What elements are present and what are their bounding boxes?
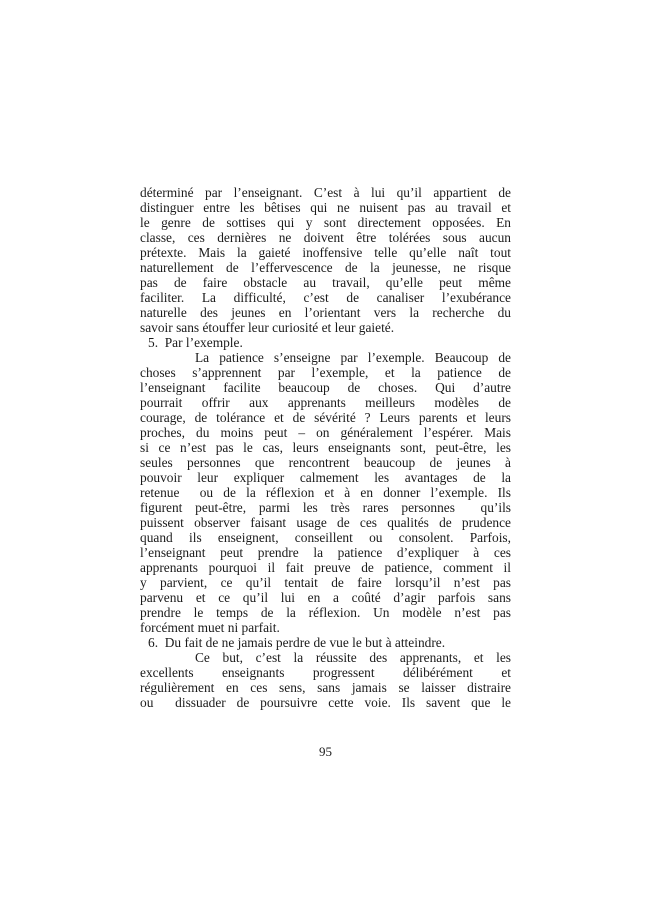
text-line: savoir sans étouffer leur curiosité et leur gaieté. bbox=[140, 320, 395, 335]
text-line: déterminé par l’enseignant. C’est à lui qu’il appartient de bbox=[140, 185, 511, 200]
text-line: excellents enseignants progressent délibérément et bbox=[140, 665, 511, 680]
text-line: classe, ces dernières ne doivent être tolérées sous aucun bbox=[140, 230, 511, 245]
text-line: ou dissuader de poursuivre cette voie. Ils savent que le bbox=[140, 695, 511, 710]
text-line: seules personnes que rencontrent beaucoup de jeunes à bbox=[140, 455, 511, 470]
text-line: choses s’apprennent par l’exemple, et la patience de bbox=[140, 365, 511, 380]
text-line: l’enseignant peut prendre la patience d’expliquer à ces bbox=[140, 545, 511, 560]
text-line: proches, du moins peut – on généralement l’espérer. Mais bbox=[140, 425, 511, 440]
text-line: si ce n’est pas le cas, leurs enseignants sont, peut-être, les bbox=[140, 440, 511, 455]
text-line: forcément muet ni parfait. bbox=[140, 620, 280, 635]
text-block bbox=[140, 185, 511, 710]
text-line: y parvient, ce qu’il tentait de faire lorsqu’il n’est pas bbox=[140, 575, 511, 590]
text-line: naturellement de l’effervescence de la jeunesse, ne risque bbox=[140, 260, 511, 275]
text-line: le genre de sottises qui y sont directement opposées. En bbox=[140, 215, 511, 230]
text-line: pas de faire obstacle au travail, qu’elle peut même bbox=[140, 275, 511, 290]
text-line: apprenants pourquoi il fait preuve de patience, comment il bbox=[140, 560, 511, 575]
text-line: pouvoir leur expliquer calmement les avantages de la bbox=[140, 470, 511, 485]
text-line: faciliter. La difficulté, c’est de canaliser l’exubérance bbox=[140, 290, 511, 305]
text-line: quand ils enseignent, conseillent ou consolent. Parfois, bbox=[140, 530, 511, 545]
text-line: 5. Par l’exemple. bbox=[148, 335, 243, 350]
text-line: Ce but, c’est la réussite des apprenants, et les bbox=[195, 650, 511, 665]
text-line: prétexte. Mais la gaieté inoffensive telle qu’elle naît tout bbox=[140, 245, 511, 260]
text-line: retenue ou de la réflexion et à en donner l’exemple. Ils bbox=[140, 485, 511, 500]
text-line: pourrait offrir aux apprenants meilleurs modèles de bbox=[140, 395, 511, 410]
text-line: prendre le temps de la réflexion. Un modèle n’est pas bbox=[140, 605, 511, 620]
text-line: régulièrement en ces sens, sans jamais se laisser distraire bbox=[140, 680, 511, 695]
text-line: 6. Du fait de ne jamais perdre de vue le but à atteindre. bbox=[148, 635, 446, 650]
text-line: puissent observer faisant usage de ces qualités de prudence bbox=[140, 515, 511, 530]
text-line: parvenu et ce qu’il lui en a coûté d’agir parfois sans bbox=[140, 590, 511, 605]
text-line: distinguer entre les bêtises qui ne nuisent pas au travail et bbox=[140, 200, 511, 215]
page-number: 95 bbox=[319, 744, 332, 759]
text-line: courage, de tolérance et de sévérité ? Leurs parents et leurs bbox=[140, 410, 511, 425]
text-line: l’enseignant facilite beaucoup de choses. Qui d’autre bbox=[140, 380, 511, 395]
text-line: figurent peut-être, parmi les très rares personnes qu’ils bbox=[140, 500, 511, 515]
text-line: La patience s’enseigne par l’exemple. Beaucoup de bbox=[195, 350, 511, 365]
text-line: naturelle des jeunes en l’orientant vers la recherche du bbox=[140, 305, 511, 320]
